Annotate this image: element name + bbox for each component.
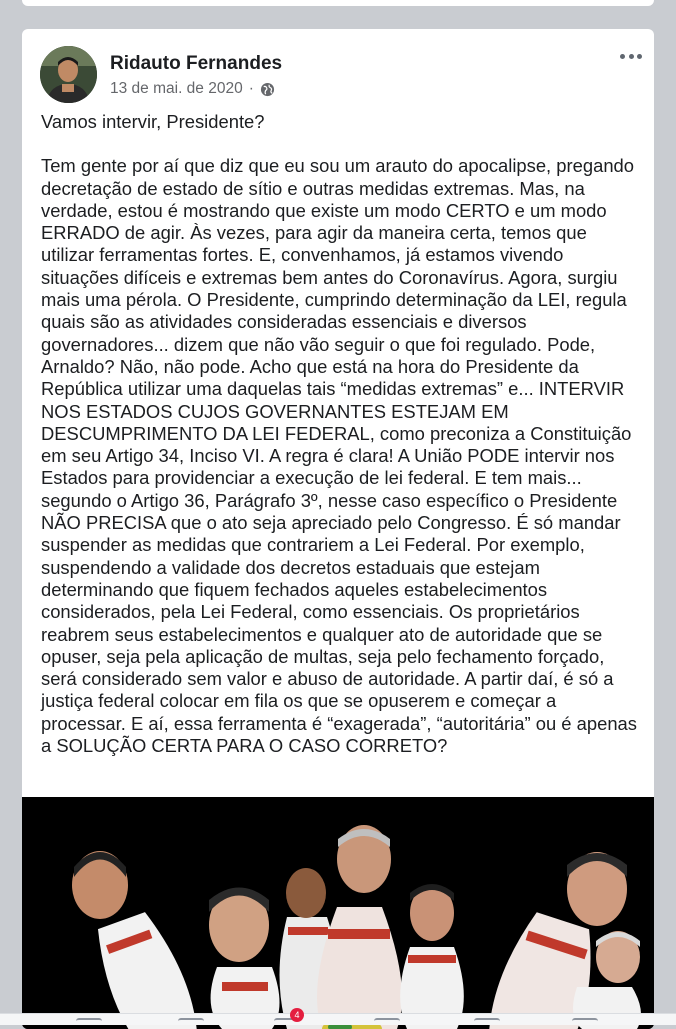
watch-icon[interactable]: [374, 1018, 400, 1026]
post-text: [41, 111, 641, 757]
author-avatar[interactable]: [40, 46, 97, 103]
avatar-photo: [40, 46, 97, 103]
post-body: Tem gente por aí que diz que eu sou um arauto do apocalipse, pregando decretação de estado de sítio e outras medidas extremas. Mas, na verdade, estou é mostrando que existe um modo CERTO e um modo ERRADO de agir. Às vezes, para agir da maneira certa, temos que utilizar ferramentas fortes. E, convenhamos, já estamos vivendo situações difíceis e extremas bem antes do Coronavírus. Agora, surgiu mais uma pérola. O Presidente, cumprindo determinação da LEI, regula quais são as atividades consideradas essenciais e diversos governadores... dizem que não vão seguir o que foi regulado. Pode, Arnaldo? Não, não pode. Acho que está na hora do Presidente da República utilizar uma daquelas tais “medidas extremas” e... INTERVIR NOS ESTADOS CUJOS GOVERNANTES ESTEJAM EM DESCUMPRIMENTO DA LEI FEDERAL, como preconiza a Constituição em seu Artigo 34, Inciso VI. A regra é clara! A União PODE intervir nos Estados para providenciar a execução de lei federal. E tem mais... segundo o Artigo 36, Parágrafo 3º, nesse caso específico o Presidente NÃO PRECISA que o ato seja apreciado pelo Congresso. É só mandar suspender as medidas que contrariem a Lei Federal. Por exemplo, suspendendo a validade dos decretos estaduais que estejam determinando que fiquem fechados aqueles estabelecimentos considerados, pela Lei Federal, como essenciais. Os proprietários reabrem seus estabelecimentos e qualquer ato de autoridade que se opuser, seja pela aplicação de multas, seja pelo fechamento forçado, será considerado sem valor e abuso de autoridade. A partir daí, é só a justiça federal colocar em fila os que se opuserem e começar a processar. E aí, essa ferramenta é “exagerada”, “autoritária” ou é apenas a SOLUÇÃO CERTA PARA O CASO CORRETO?: [41, 155, 637, 757]
meta-separator: ·: [248, 80, 254, 97]
friends-icon[interactable]: [178, 1018, 204, 1026]
post-card: [22, 29, 654, 1029]
notification-badge: 4: [290, 1008, 304, 1022]
post-intro: Vamos intervir, Presidente?: [41, 111, 265, 132]
menu-icon[interactable]: [572, 1018, 598, 1026]
home-icon[interactable]: [76, 1018, 102, 1026]
post-date[interactable]: 13 de mai. de 2020: [110, 80, 243, 97]
previous-post-card: [22, 0, 654, 6]
post-meta: [110, 80, 275, 98]
globe-icon: [260, 82, 275, 97]
notifications-icon[interactable]: [474, 1018, 500, 1026]
bowling-pins-collage: [22, 797, 654, 1029]
post-image[interactable]: [22, 797, 654, 1029]
more-options-icon[interactable]: [620, 51, 642, 61]
author-name[interactable]: Ridauto Fernandes: [110, 53, 283, 74]
bottom-navigation: [0, 1010, 676, 1025]
